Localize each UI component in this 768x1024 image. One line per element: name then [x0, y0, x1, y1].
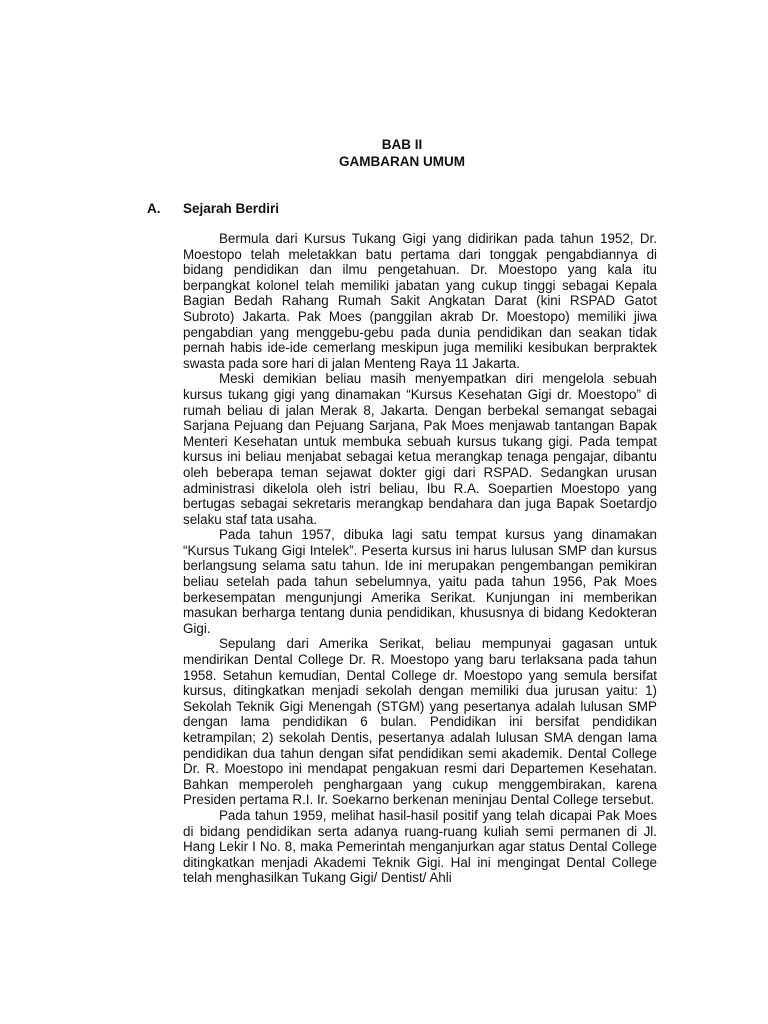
- section-title: Sejarah Berdiri: [183, 201, 280, 216]
- section-heading: [147, 200, 279, 217]
- body-text: [183, 231, 657, 886]
- paragraph: Pada tahun 1959, melihat hasil-hasil positif yang telah dicapai Pak Moes di bidang pendidikan serta adanya ruang-ruang kuliah semi permanen di Jl. Hang Lekir I No. 8, maka Pemerintah menganjurkan agar status Dental College ditingkatkan menjadi Akademi Teknik Gigi. Hal ini mengingat Dental College telah menghasilkan Tukang Gigi/ Dentist/ Ahli: [183, 807, 657, 886]
- chapter-number: BAB II: [381, 137, 423, 152]
- paragraph: Pada tahun 1957, dibuka lagi satu tempat kursus yang dinamakan “Kursus Tukang Gigi Intelek”. Peserta kursus ini harus lulusan SMP dan kursus berlangsung selama satu tahun. Ide ini merupakan pengembangan pemikiran beliau setelah pada tahun sebelumnya, yaitu pada tahun 1956, Pak Moes berkesempatan mengunjungi Amerika Serikat. Kunjungan ini memberikan masukan berharga tentang dunia pendidikan, khususnya di bidang Kedokteran Gigi.: [183, 527, 657, 636]
- paragraph: Sepulang dari Amerika Serikat, beliau mempunyai gagasan untuk mendirikan Dental College Dr. R. Moestopo yang baru terlaksana pada tahun 1958. Setahun kemudian, Dental College dr. Moestopo yang semula bersifat kursus, ditingkatkan menjadi sekolah dengan memiliki dua jurusan yaitu: 1) Sekolah Teknik Gigi Menengah (STGM) yang pesertanya adalah lulusan SMP dengan lama pendidikan 6 bulan. Pendidikan ini bersifat pendidikan ketrampilan; 2) sekolah Dentis, pesertanya adalah lulusan SMA dengan lama pendidikan dua tahun dengan sifat pendidikan semi akademik. Dental College Dr. R. Moestopo ini mendapat pengakuan resmi dari Departemen Kesehatan. Bahkan memperoleh penghargaan yang cukup menggembirakan, karena Presiden pertama R.I. Ir. Soekarno berkenan meninjau Dental College tersebut.: [183, 636, 657, 808]
- paragraph: Bermula dari Kursus Tukang Gigi yang didirikan pada tahun 1952, Dr. Moestopo telah meletakkan batu pertama dari tonggak pengabdiannya di bidang pendidikan dan ilmu pengetahuan. Dr. Moestopo yang kala itu berpangkat kolonel telah memiliki jabatan yang cukup tinggi sebagai Kepala Bagian Bedah Rahang Rumah Sakit Angkatan Darat (kini RSPAD Gatot Subroto) Jakarta. Pak Moes (panggilan akrab Dr. Moestopo) memiliki jiwa pengabdian yang menggebu-gebu pada dunia pendidikan dan seakan tidak pernah habis ide-ide cemerlang meskipun juga memiliki kesibukan berpraktek swasta pada sore hari di jalan Menteng Raya 11 Jakarta.: [183, 231, 657, 371]
- chapter-title: GAMBARAN UMUM: [339, 154, 465, 169]
- paragraph: Meski demikian beliau masih menyempatkan diri mengelola sebuah kursus tukang gigi yang dinamakan “Kursus Kesehatan Gigi dr. Moestopo” di rumah beliau di jalan Merak 8, Jakarta. Dengan berbekal semangat sebagai Sarjana Pejuang dan Pejuang Sarjana, Pak Moes menjawab tantangan Bapak Menteri Kesehatan untuk membuka sebuah kursus tukang gigi. Pada tempat kursus ini beliau menjabat sebagai ketua merangkap tenaga pengajar, dibantu oleh beberapa teman sejawat dokter gigi dari RSPAD. Sedangkan urusan administrasi dikelola oleh istri beliau, Ibu R.A. Soepartien Moestopo yang bertugas sebagai sekretaris merangkap bendahara dan juga Bapak Soetardjo selaku staf tata usaha.: [183, 371, 657, 527]
- section-letter: A.: [147, 201, 161, 216]
- chapter-heading: [0, 136, 768, 170]
